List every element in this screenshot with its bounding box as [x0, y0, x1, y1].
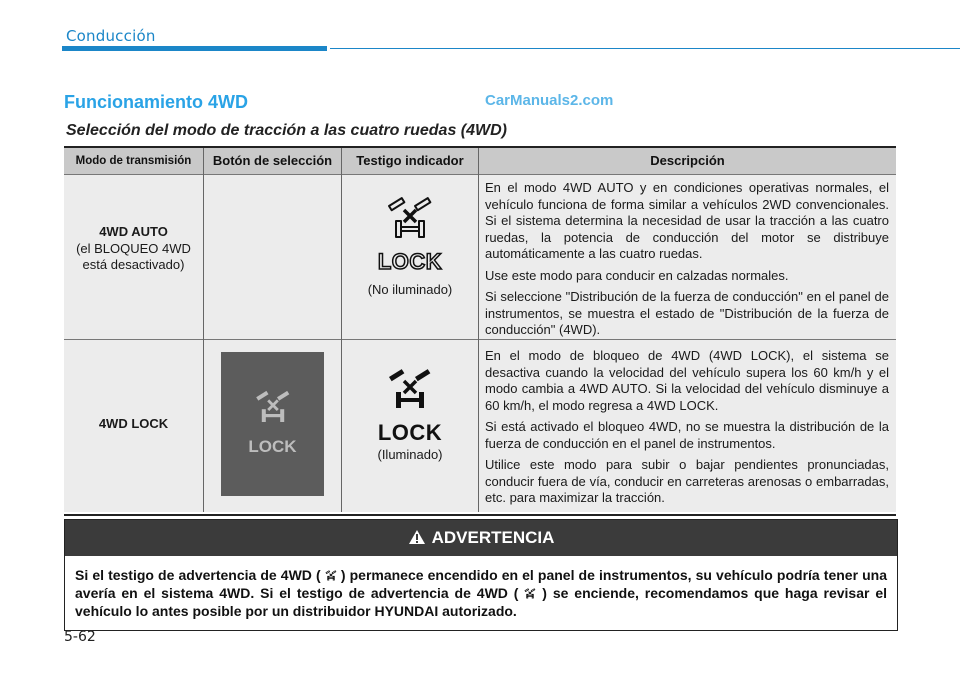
4wd-warning-icon: [524, 587, 536, 602]
column-divider: [478, 148, 479, 512]
mode-name: 4WD LOCK: [98, 416, 169, 431]
indicator-cell: [342, 366, 478, 464]
mode-table: [64, 146, 896, 516]
4wd-outline-icon: [385, 195, 435, 249]
table-header: [64, 148, 896, 175]
4wd-lock-button[interactable]: [221, 352, 324, 496]
description-cell: [485, 348, 889, 512]
mode-cell: [64, 224, 203, 274]
table-row: [64, 175, 896, 340]
column-header-description: Descripción: [650, 153, 725, 168]
description-paragraph: Use este modo para conducir en calzadas normales.: [485, 267, 789, 283]
page-subtitle: Selección del modo de tracción a las cuatro ruedas (4WD): [66, 122, 508, 139]
warning-text: [75, 566, 887, 620]
section-rule-thin: [330, 48, 960, 49]
warning-title: ADVERTENCIA: [431, 528, 555, 547]
description-paragraph: En el modo de bloqueo de 4WD (4WD LOCK), el sistema se desactiva cuando la velocidad del vehículo supera los 60 km/h y el modo cambia a 4WD AUTO. Si la velocidad del vehículo disminuye a 60 km/h, el modo regresa a 4WD LOCK.: [485, 348, 889, 413]
button-lock-label: LOCK: [248, 437, 297, 456]
description-paragraph: Utilice este modo para subir o bajar pendientes pronunciadas, conducir fuera de vía, conducir en carreteras arenosas o embarradas, etc. para maximizar la tracción.: [485, 457, 889, 505]
indicator-lock-label: LOCK: [377, 419, 443, 445]
warning-header: [65, 520, 897, 556]
column-header-button: Botón de selección: [212, 153, 333, 168]
indicator-lock-label: LOCK: [377, 248, 443, 274]
section-title: Conducción: [66, 27, 156, 45]
page-title: Funcionamiento 4WD: [64, 92, 248, 112]
indicator-cell: [342, 195, 478, 299]
warning-box: [64, 519, 898, 631]
watermark: CarManuals2.com: [485, 92, 614, 109]
description-paragraph: Si está activado el bloqueo 4WD, no se muestra la distribución de la fuerza de conducción en el panel de instrumentos.: [485, 419, 889, 451]
mode-note: (el BLOQUEO 4WD: [76, 240, 191, 256]
4wd-solid-icon: [385, 366, 435, 420]
description-paragraph: Si seleccione "Distribución de la fuerza de conducción" en el panel de instrumentos, se muestra el estado de "Distribución de la fuerza de conducción" (4WD).: [485, 289, 889, 337]
indicator-caption: (No iluminado): [367, 282, 453, 297]
mode-name: 4WD AUTO: [99, 224, 168, 239]
page-number: 5-62: [64, 629, 96, 645]
section-rule-thick: [62, 46, 327, 51]
column-divider: [341, 148, 342, 512]
description-cell: [485, 180, 889, 344]
column-divider: [203, 148, 204, 512]
indicator-caption: (Iluminado): [377, 447, 443, 462]
column-header-mode: Modo de transmisión: [75, 155, 192, 167]
column-header-indicator: Testigo indicador: [356, 153, 464, 168]
warning-text-part: Si el testigo de advertencia de 4WD (: [75, 567, 321, 583]
mode-note: está desactivado): [82, 257, 185, 272]
warning-triangle-icon: [408, 529, 426, 545]
4wd-button-icon: [253, 388, 293, 432]
warning-text-part: ) se enciende, recomendamos que haga revisar el vehículo lo antes posible por un distribuidor HYUNDAI autorizado.: [75, 585, 888, 619]
table-row: [64, 340, 896, 512]
4wd-warning-icon: [325, 569, 337, 584]
warning-text-part: ) permanece encendido en el panel de instrumentos, su vehículo podría tener una avería en el sistema 4WD. Si el testigo de advertencia de 4WD (: [75, 567, 888, 601]
description-paragraph: En el modo 4WD AUTO y en condiciones operativas normales, el vehículo funciona de forma similar a vehículos 2WD convencionales. Si el sistema determina la necesidad de usar la tracción a las cuatro ruedas, la potencia de conducción del motor se distribuye automáticamente a las cuatro ruedas.: [485, 180, 889, 261]
